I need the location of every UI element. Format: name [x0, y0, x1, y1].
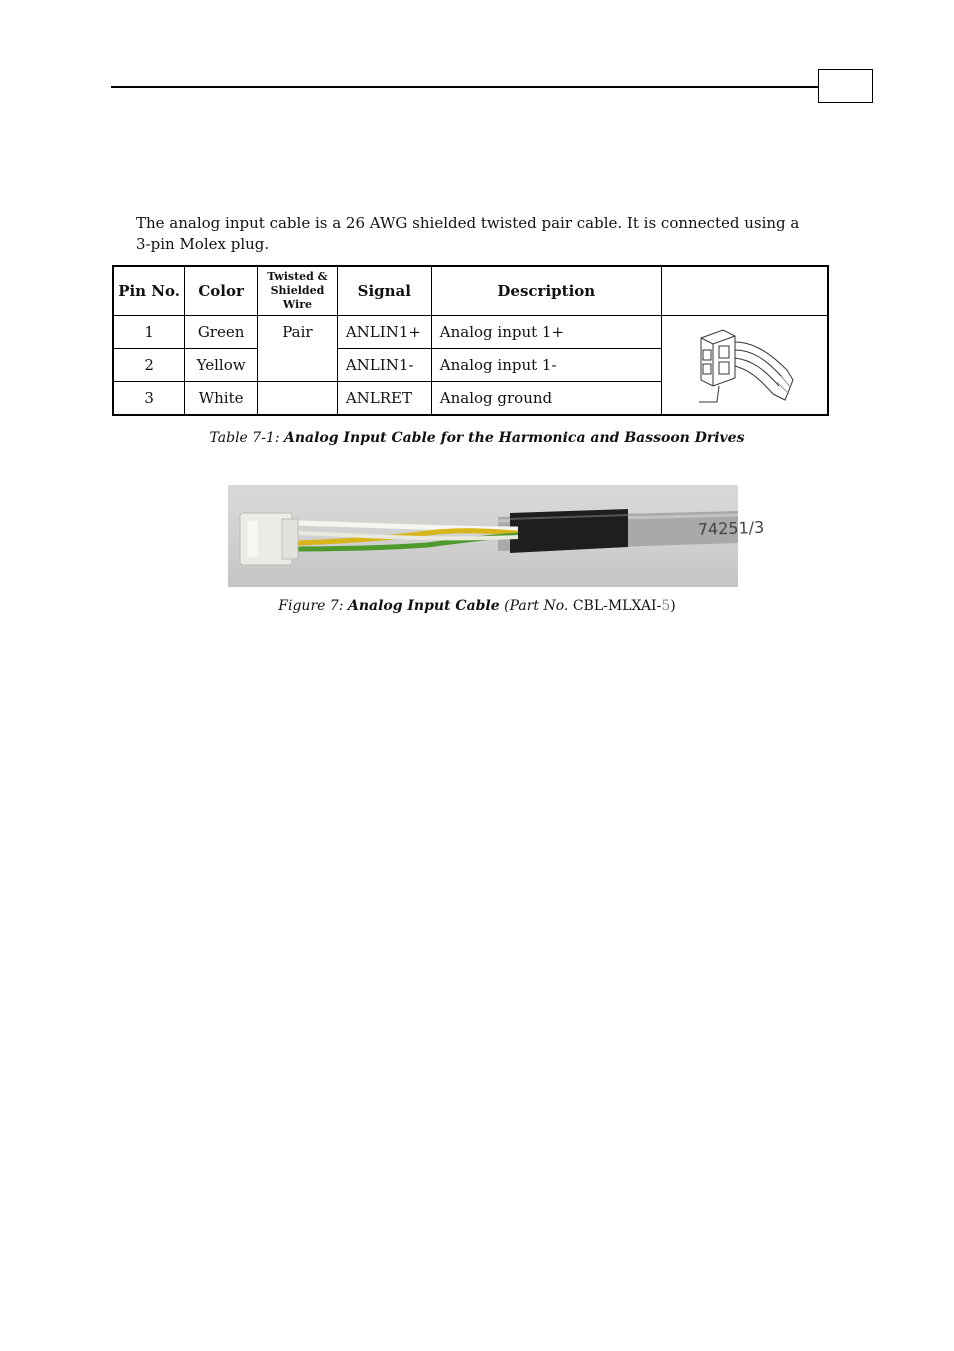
figure-caption-part-code: CBL-MLXAI-: [572, 598, 662, 614]
twisted-cell: Pair: [258, 316, 338, 382]
description-cell: Analog input 1-: [431, 349, 661, 382]
header-signal: Signal: [337, 266, 431, 316]
table-caption-prefix: Table 7-1:: [209, 430, 284, 446]
pin-cell: 1: [113, 316, 185, 349]
signal-cell: ANLIN1-: [337, 349, 431, 382]
intro-paragraph: The analog input cable is a 26 AWG shielded twisted pair cable. It is connected using a 3-pin Molex plug.: [136, 214, 800, 253]
header-pin: Pin No.: [113, 266, 185, 316]
page-number-box: [818, 69, 873, 103]
connector-drawing-cell: [661, 316, 828, 416]
header-image: [661, 266, 828, 316]
header-twisted: Twisted & Shielded Wire: [258, 266, 338, 316]
figure-caption-title: Analog Input Cable: [347, 598, 500, 614]
twisted-cell-empty: [258, 382, 338, 416]
pin-cell: 2: [113, 349, 185, 382]
description-cell: Analog ground: [431, 382, 661, 416]
table-header-row: [113, 266, 828, 316]
description-cell: Analog input 1+: [431, 316, 661, 349]
header-color: Color: [185, 266, 258, 316]
figure-caption-part-suffix: 5: [661, 598, 671, 614]
signal-cell: ANLIN1+: [337, 316, 431, 349]
table-caption-title: Analog Input Cable for the Harmonica and Bassoon Drives: [284, 430, 745, 446]
figure-caption: [0, 598, 954, 614]
signal-cell: ANLRET: [337, 382, 431, 416]
color-cell: White: [185, 382, 258, 416]
pin-cell: 3: [113, 382, 185, 416]
cable-photo: [228, 485, 765, 587]
header-rule: [111, 86, 819, 88]
color-cell: Green: [185, 316, 258, 349]
cable-print-text: 74251/3: [697, 517, 765, 539]
table-caption: [0, 430, 954, 446]
table-row: [113, 316, 828, 349]
figure-caption-close: ): [670, 598, 676, 614]
color-cell: Yellow: [185, 349, 258, 382]
header-description: Description: [431, 266, 661, 316]
pin-table: [112, 265, 829, 416]
figure-caption-part-label: (Part No.: [499, 598, 573, 614]
figure-caption-prefix: Figure 7:: [278, 598, 348, 614]
molex-connector-drawing: [689, 320, 799, 406]
